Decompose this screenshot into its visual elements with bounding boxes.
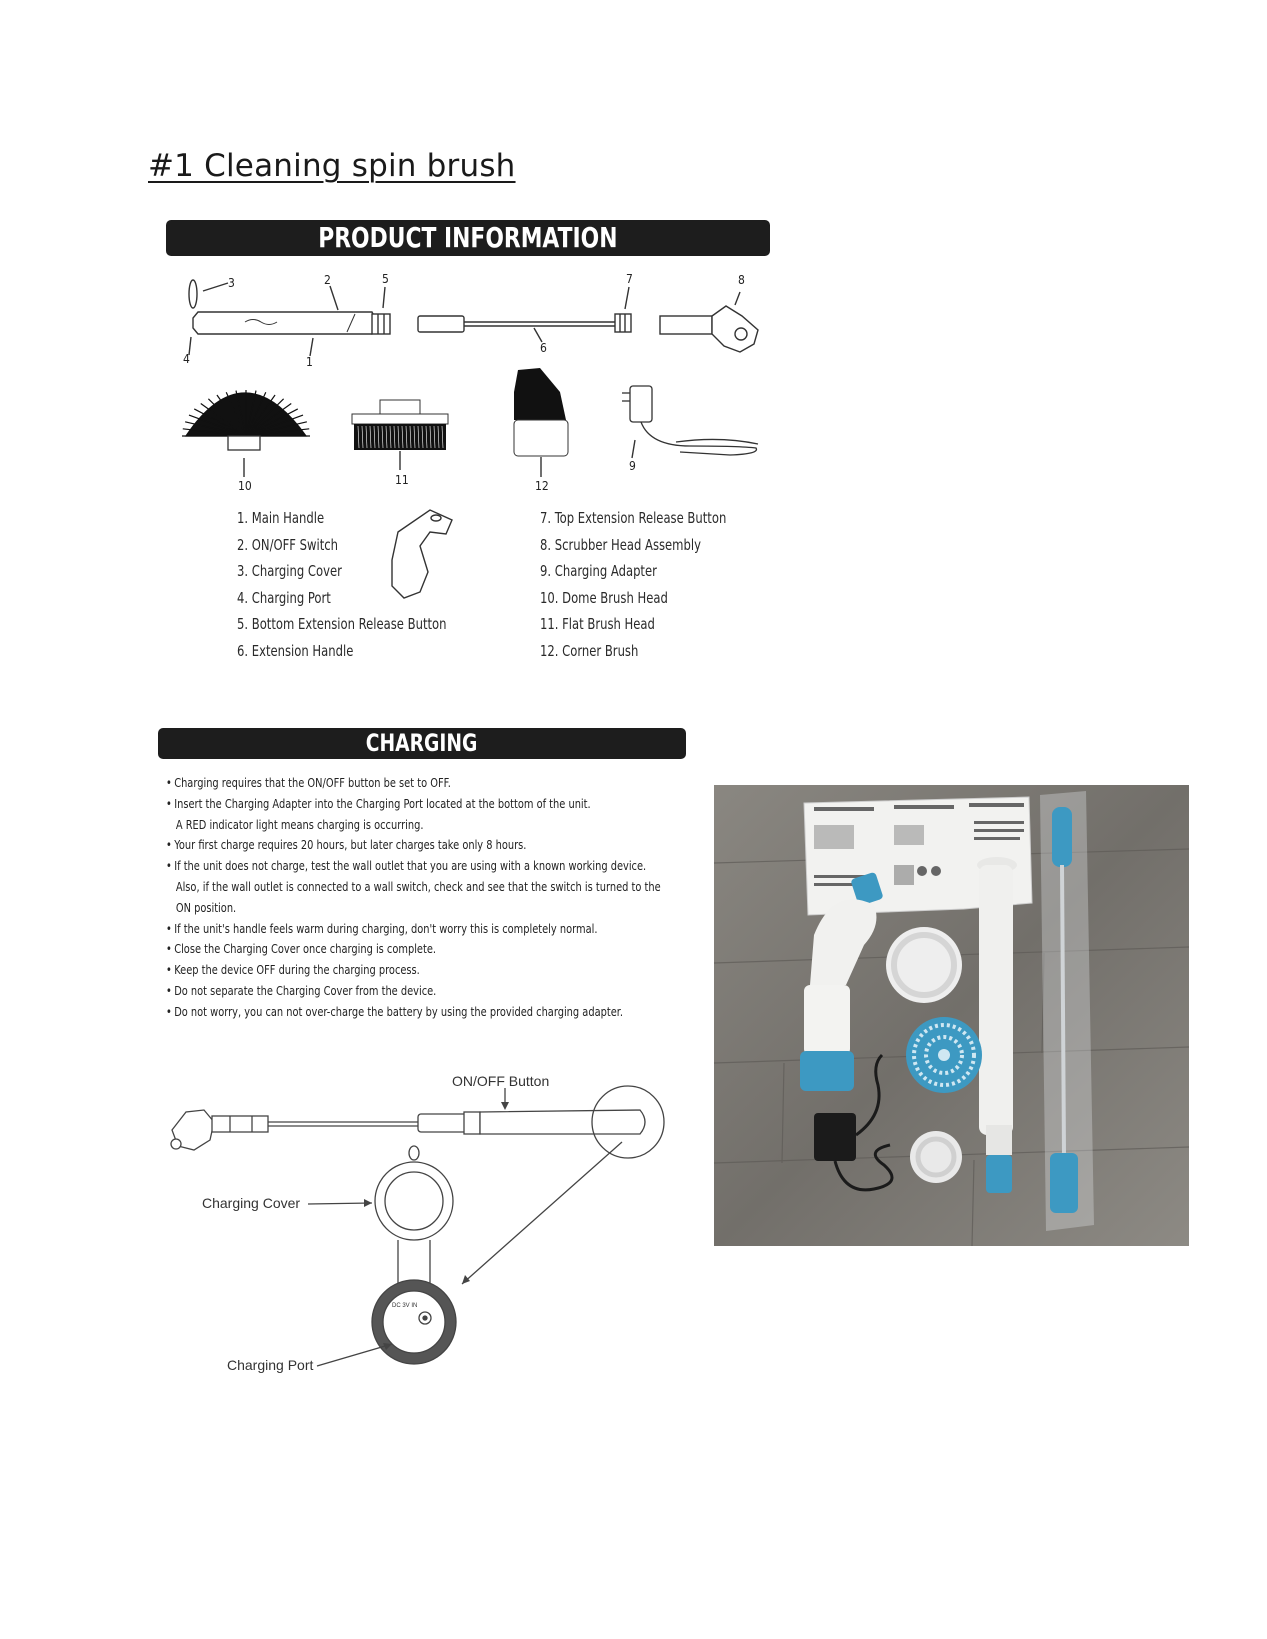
part-item: 8. Scrubber Head Assembly — [540, 535, 701, 554]
callout-8: 8 — [738, 273, 745, 287]
dome-brush-photo — [886, 927, 962, 1003]
instruction-text: Do not worry, you can not over-charge the battery by using the provided charging adapter. — [174, 1004, 624, 1019]
callout-6: 6 — [540, 341, 547, 355]
charging-cover-label: Charging Cover — [202, 1195, 301, 1211]
callout-12: 12 — [535, 479, 549, 493]
callout-9: 9 — [629, 459, 636, 473]
instruction-text: Your first charge requires 20 hours, but later charges take only 8 hours. — [174, 838, 527, 853]
instruction-text: If the unit's handle feels warm during charging, don't worry this is completely normal. — [174, 921, 598, 936]
callout-4: 4 — [183, 352, 190, 366]
callout-11: 11 — [395, 473, 409, 487]
charging-port-label: Charging Port — [227, 1357, 314, 1373]
instruction-text: Charging requires that the ON/OFF button be set to OFF. — [174, 776, 451, 790]
callout-3: 3 — [228, 276, 235, 290]
instruction-text: Insert the Charging Adapter into the Charging Port located at the bottom of the unit. — [174, 796, 591, 811]
instruction-text: If the unit does not charge, test the wall outlet that you are using with a known working device. — [174, 859, 647, 874]
callout-1: 1 — [306, 355, 313, 369]
instruction-text: Close the Charging Cover once charging is complete. — [174, 942, 437, 957]
bullet-icon: • — [166, 776, 172, 790]
callout-2: 2 — [324, 273, 331, 287]
part-item: 5. Bottom Extension Release Button — [237, 615, 447, 634]
part-item: 2. ON/OFF Switch — [237, 535, 339, 554]
flat-brush-photo — [906, 1017, 982, 1093]
bullet-icon: • — [166, 859, 172, 874]
charging-diagram — [0, 0, 700, 1400]
bullet-icon: • — [166, 942, 172, 957]
instruction-text: ON position. — [175, 900, 237, 915]
instruction-text: Also, if the wall outlet is connected to a wall switch, check and see that the switch is turned to the — [175, 879, 661, 894]
bullet-icon: • — [166, 1004, 172, 1019]
port-text: DC 3V IN — [392, 1303, 418, 1309]
product-information-banner: PRODUCT INFORMATION — [166, 220, 770, 256]
instruction-text: A RED indicator light means charging is occurring. — [175, 817, 424, 832]
part-item: 3. Charging Cover — [237, 562, 342, 581]
instruction-text: Keep the device OFF during the charging process. — [174, 963, 420, 978]
part-item: 10. Dome Brush Head — [540, 588, 668, 607]
bullet-icon: • — [166, 963, 172, 978]
part-item: 7. Top Extension Release Button — [540, 509, 727, 527]
callout-10: 10 — [238, 479, 252, 493]
bullet-icon: • — [166, 838, 172, 853]
product-photo — [714, 785, 1189, 1246]
part-item: 4. Charging Port — [237, 588, 331, 607]
extension-pole — [1040, 791, 1094, 1231]
callout-7: 7 — [626, 272, 633, 286]
part-item: 1. Main Handle — [237, 509, 325, 527]
page-title: #1 Cleaning spin brush — [148, 148, 516, 184]
bullet-icon: • — [166, 921, 172, 936]
part-item: 9. Charging Adapter — [540, 562, 657, 581]
part-item: 12. Corner Brush — [540, 641, 639, 660]
bullet-icon: • — [166, 983, 172, 998]
on-off-button-label: ON/OFF Button — [452, 1073, 550, 1089]
instruction-text: Do not separate the Charging Cover from the device. — [174, 983, 437, 998]
part-item: 6. Extension Handle — [237, 641, 354, 660]
callout-5: 5 — [382, 272, 389, 286]
charging-banner: CHARGING — [158, 728, 686, 759]
part-item: 11. Flat Brush Head — [540, 615, 655, 634]
bullet-icon: • — [166, 796, 172, 811]
